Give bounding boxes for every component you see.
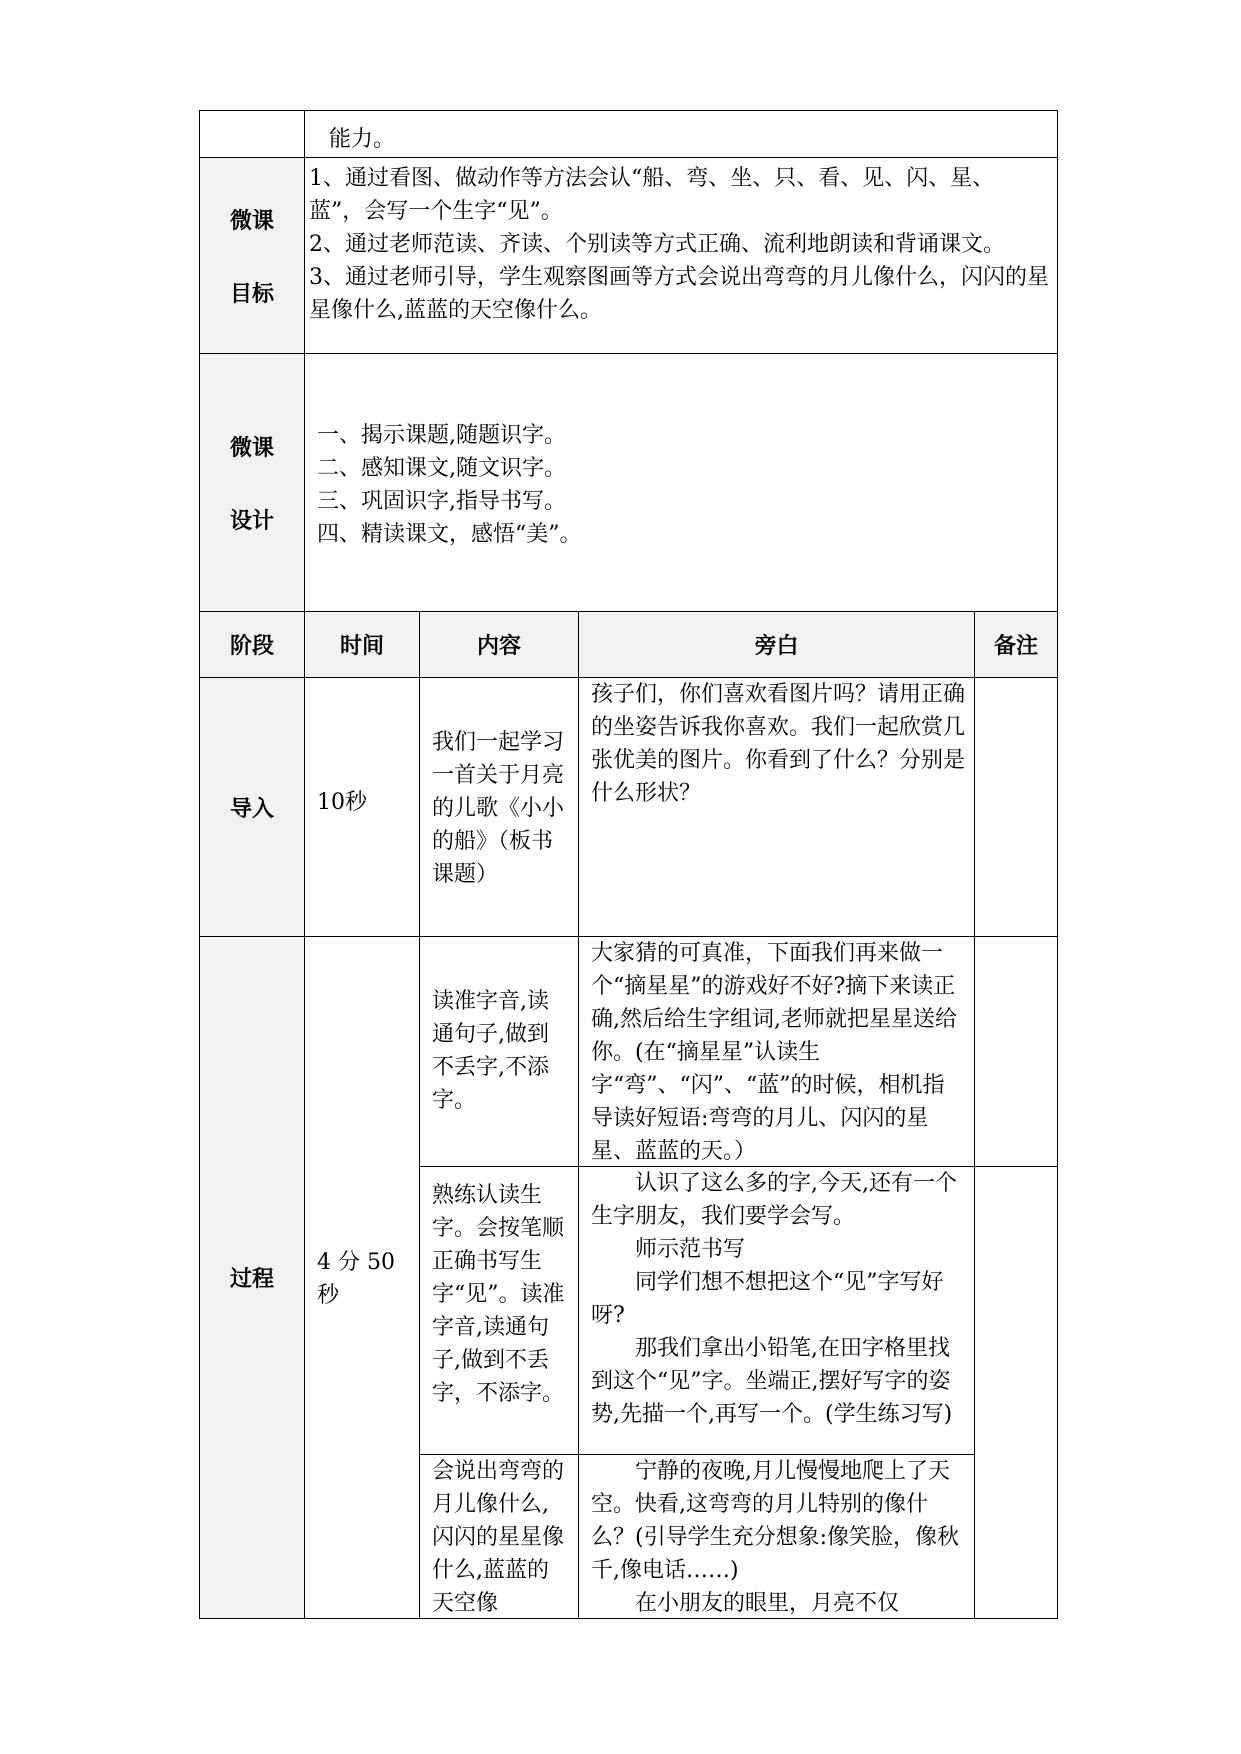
goal-item-3: 3、通过老师引导，学生观察图画等方式会说出弯弯的月儿像什么，闪闪的星星像什么,蓝蓝的天空像什么。 bbox=[309, 265, 1049, 323]
intro-narration-text: 孩子们，你们喜欢看图片吗？请用正确的坐姿告诉我你喜欢。我们一起欣赏几张优美的图片。你看到了什么？分别是什么形状？ bbox=[591, 682, 966, 806]
process-step-3-narration-p1: 宁静的夜晚,月儿慢慢地爬上了天空。快看,这弯弯的月儿特别的像什么？(引导学生充分想象:像笑脸，像秋千,像电话……) bbox=[591, 1459, 959, 1583]
header-time bbox=[304, 611, 420, 678]
process-step-2-narration-p2: 师示范书写 bbox=[591, 1237, 746, 1262]
process-step-1-narration bbox=[578, 936, 975, 1167]
process-step-3-content-text: 会说出弯弯的月儿像什么,闪闪的星星像什么,蓝蓝的天空像 bbox=[432, 1459, 565, 1616]
header-content bbox=[419, 611, 579, 678]
process-stage-cell bbox=[199, 936, 305, 1619]
continuation-text: 能力。 bbox=[329, 127, 396, 152]
process-stage-text: 过程 bbox=[229, 1267, 274, 1292]
process-step-1-content-text: 读准字音,读通句子,做到不丢字,不添字。 bbox=[432, 989, 549, 1113]
process-notes-cell-2 bbox=[974, 1166, 1058, 1619]
design-item-1: 一、揭示课题,随题识字。 bbox=[317, 423, 566, 448]
design-item-2: 二、感知课文,随文识字。 bbox=[317, 456, 566, 481]
goal-item-2: 2、通过老师范读、齐读、个别读等方式正确、流利地朗读和背诵课文。 bbox=[309, 232, 1005, 257]
intro-content-cell bbox=[419, 677, 579, 937]
design-label-line2: 设计 bbox=[229, 508, 274, 534]
goals-cell bbox=[304, 157, 1058, 354]
intro-narration-cell bbox=[578, 677, 975, 937]
process-step-3-narration-p2: 在小朋友的眼里，月亮不仅 bbox=[591, 1591, 900, 1616]
intro-stage-cell bbox=[199, 677, 305, 937]
design-label-line1: 微课 bbox=[229, 435, 274, 461]
process-step-1-content bbox=[419, 936, 579, 1167]
intro-time-cell bbox=[304, 677, 420, 937]
process-step-3-content bbox=[419, 1454, 579, 1619]
header-content-text: 内容 bbox=[476, 634, 521, 659]
intro-time-text: 10秒 bbox=[317, 790, 367, 815]
process-step-2-narration bbox=[578, 1166, 975, 1455]
process-step-2-content-text: 熟练认读生字。会按笔顺正确书写生字“见”。读准字音,读通句子,做到不丢字，不添字。 bbox=[432, 1183, 565, 1406]
process-step-1-narration-text: 大家猜的可真准，下面我们再来做一个“摘星星”的游戏好不好?摘下来读正确,然后给生字组词,老师就把星星送给你。(在“摘星星”认读生字“弯”、“闪”、“蓝”的时候，相机指导读好短语:弯弯的月儿、闪闪的星星、蓝蓝的天。） bbox=[591, 941, 957, 1164]
intro-stage-text: 导入 bbox=[229, 796, 274, 822]
process-time-text: 4 分 50 秒 bbox=[317, 1250, 395, 1308]
header-narration-text: 旁白 bbox=[754, 634, 799, 659]
process-time-cell bbox=[304, 936, 420, 1619]
process-step-3-narration bbox=[578, 1454, 975, 1619]
header-time-text: 时间 bbox=[339, 634, 384, 659]
design-label-cell bbox=[199, 353, 305, 612]
process-step-2-content bbox=[419, 1166, 579, 1455]
design-item-4: 四、精读课文，感悟“美”。 bbox=[317, 522, 582, 547]
process-step-2-narration-p3: 同学们想不想把这个“见”字写好呀? bbox=[591, 1270, 944, 1328]
design-cell bbox=[304, 353, 1058, 612]
header-narration bbox=[578, 611, 975, 678]
goals-label-cell bbox=[199, 157, 305, 354]
process-step-2-narration-p4: 那我们拿出小铅笔,在田字格里找到这个“见”字。坐端正,摆好写字的姿势,先描一个,再写一个。(学生练习写) bbox=[591, 1336, 953, 1427]
intro-notes-cell bbox=[974, 677, 1058, 937]
design-item-3: 三、巩固识字,指导书写。 bbox=[317, 489, 566, 514]
header-stage bbox=[199, 611, 305, 678]
goals-label-line2: 目标 bbox=[229, 281, 274, 307]
process-step-2-narration-p1: 认识了这么多的字,今天,还有一个生字朋友，我们要学会写。 bbox=[591, 1171, 957, 1229]
header-stage-text: 阶段 bbox=[229, 634, 274, 659]
continuation-cell bbox=[304, 110, 1058, 158]
intro-content-text: 我们一起学习一首关于月亮的儿歌《小小的船》（板书课题） bbox=[432, 730, 565, 887]
goals-label-line1: 微课 bbox=[229, 208, 274, 234]
goal-item-1: 1、通过看图、做动作等方法会认“船、弯、坐、只、看、见、闪、星、蓝”，会写一个生字“见”。 bbox=[309, 166, 995, 224]
header-notes-text: 备注 bbox=[993, 634, 1038, 659]
process-notes-cell-1 bbox=[974, 936, 1058, 1167]
continuation-label-cell bbox=[199, 110, 305, 158]
header-notes bbox=[974, 611, 1058, 678]
